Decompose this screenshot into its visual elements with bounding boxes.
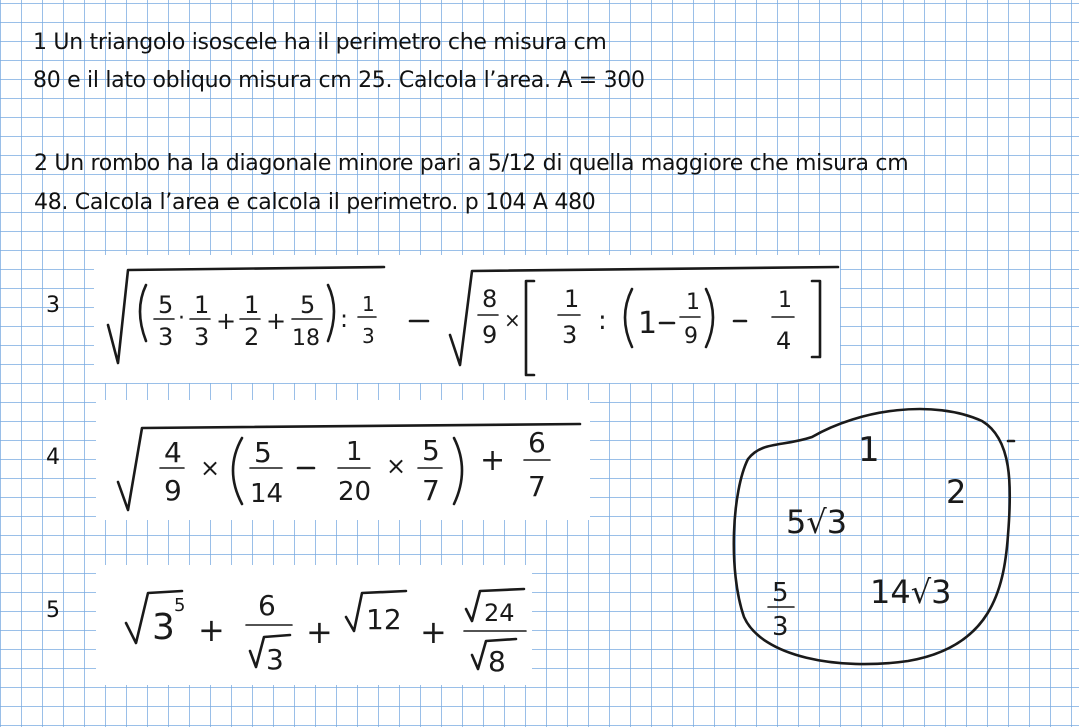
exercise-number-4: 4 [46, 445, 60, 470]
e4-f5-den: 7 [528, 470, 546, 503]
answer-4: 14√3 [870, 573, 952, 611]
e3-g4-num: 1 [778, 288, 792, 313]
problem-2-line-1: 2 Un rombo ha la diagonale minore pari a 5/12 di quella maggiore che misura cm [34, 151, 909, 176]
bracket-left [526, 281, 534, 375]
e4-f1-num: 4 [164, 436, 182, 469]
e5-rad2: 12 [366, 603, 402, 636]
paren-right [454, 438, 462, 504]
e3-f1-num: 5 [158, 291, 174, 319]
e5-base: 3 [152, 607, 175, 648]
paren-right [706, 289, 713, 347]
answer-2: 2 [946, 473, 967, 511]
paren-left [625, 289, 632, 347]
e3-f4-num: 5 [300, 291, 316, 319]
e4-f4-den: 7 [422, 474, 440, 507]
plus-sign: + [216, 307, 237, 335]
answer-5-num: 5 [772, 578, 789, 608]
e5-f-num: 6 [258, 589, 276, 622]
e3-f2-den: 3 [194, 323, 210, 351]
answer-1: 1 [858, 430, 880, 470]
e3-g3-den: 9 [684, 324, 698, 349]
exercise-number-5: 5 [46, 598, 60, 623]
e3-div-den: 3 [362, 324, 375, 348]
plus-sign: + [480, 443, 506, 478]
problem-1-line-1: 1 Un triangolo isoscele ha il perimetro che misura cm [33, 30, 607, 55]
e4-f5-num: 6 [528, 426, 546, 459]
e5-f-den: 3 [266, 643, 284, 676]
plus-sign: + [306, 613, 333, 651]
e5-g-den: 8 [488, 645, 506, 678]
times-sign: × [504, 308, 521, 332]
e3-g2-num: 1 [564, 285, 580, 313]
e3-g1-den: 9 [482, 321, 498, 349]
e3-g3-num: 1 [686, 290, 700, 315]
e3-f2-num: 1 [194, 291, 210, 319]
expression-4 [96, 400, 590, 520]
e3-g1-num: 8 [482, 285, 498, 313]
e3-g2-den: 3 [562, 321, 578, 349]
times-sign: × [200, 454, 221, 482]
plus-sign: + [198, 611, 225, 649]
e3-f1-den: 3 [158, 323, 174, 351]
problem-2-line-2: 48. Calcola l’area e calcola il perimetro. p 104 A 480 [34, 190, 596, 215]
answer-5-den: 3 [772, 612, 789, 642]
paren-left [140, 285, 146, 341]
e3-f3-den: 2 [244, 323, 260, 351]
e3-g3-one: 1 [638, 306, 658, 341]
e4-f2-den: 14 [250, 479, 284, 509]
e3-f3-num: 1 [244, 291, 260, 319]
expression-3 [94, 255, 840, 383]
e4-f3-num: 1 [346, 437, 363, 467]
bracket-right [812, 281, 820, 357]
e4-f2-num: 5 [254, 436, 272, 469]
plus-sign: + [420, 613, 447, 651]
e4-f3-den: 20 [338, 477, 372, 507]
e5-exp: 5 [174, 595, 186, 616]
plus-sign: + [266, 307, 287, 335]
exercise-number-3: 3 [46, 293, 60, 318]
e4-f4-num: 5 [422, 434, 440, 467]
paren-right [328, 285, 334, 341]
problem-1-line-2: 80 e il lato obliquo misura cm 25. Calcola l’area. A = 300 [33, 68, 645, 93]
expression-5 [96, 565, 532, 685]
e4-f1-den: 9 [164, 474, 182, 507]
e3-f4-den: 18 [292, 326, 320, 351]
e3-g4-den: 4 [776, 327, 792, 355]
answers-circle [720, 395, 1020, 675]
e5-g-num: 24 [484, 599, 515, 627]
times-sign: × [386, 452, 407, 480]
colon-sign: : [340, 305, 349, 333]
answer-3: 5√3 [786, 503, 848, 541]
colon-sign: : [598, 306, 607, 336]
e3-div-num: 1 [362, 292, 375, 316]
paren-left [233, 438, 242, 504]
dot-sign: · [178, 306, 185, 331]
